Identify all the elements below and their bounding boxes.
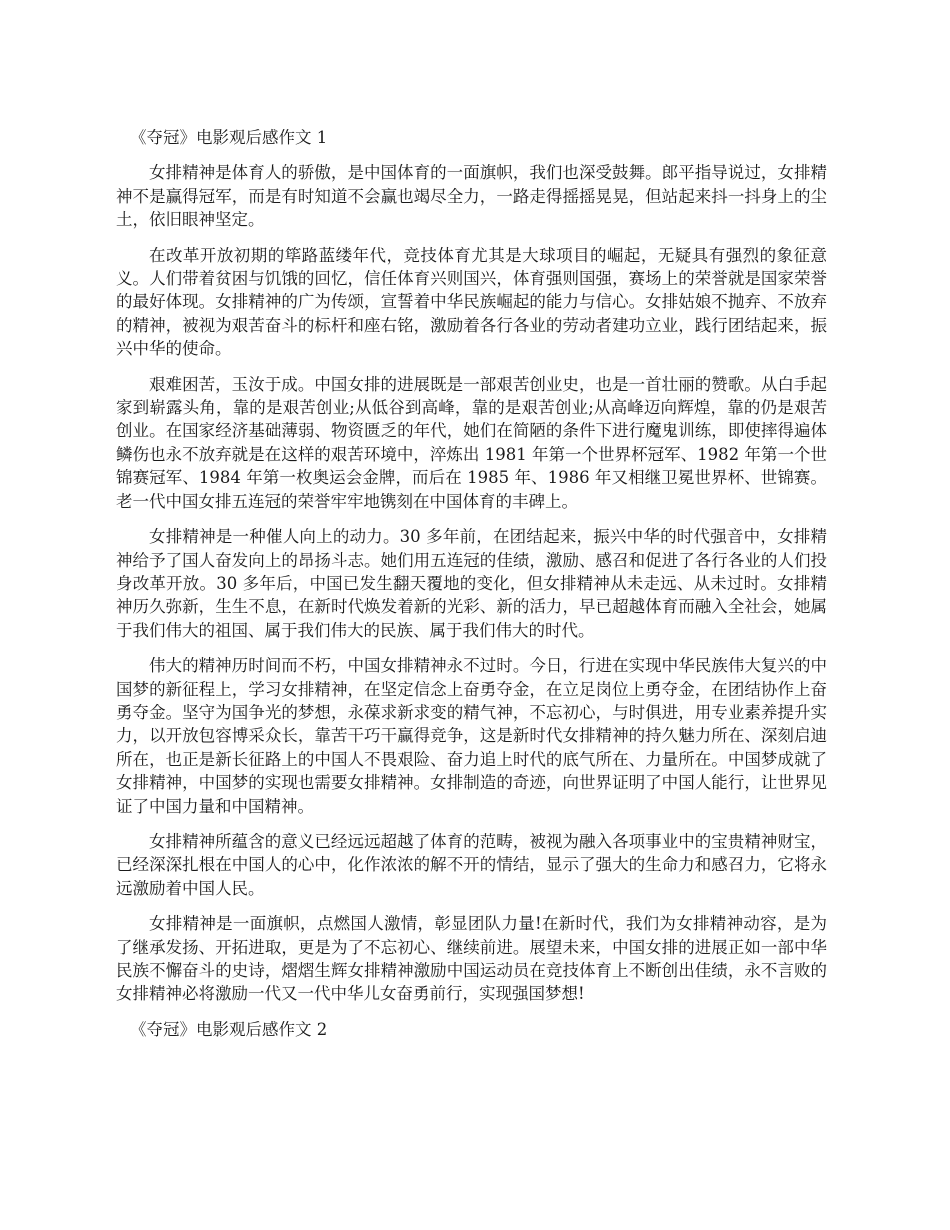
paragraph-1: 女排精神是体育人的骄傲，是中国体育的一面旗帜，我们也深受鼓舞。郎平指导说过，女排精神不是赢得冠军，而是有时知道不会赢也竭尽全力，一路走得摇摇晃晃，但站起来抖一抖身上的尘土，依旧眼神坚定。 [116,163,827,230]
paragraph-4: 女排精神是一种催人向上的动力。30 多年前，在团结起来，振兴中华的时代强音中，女排精神给予了国人奋发向上的昂扬斗志。她们用五连冠的佳绩，激励、感召和促进了各行各业的人们投身改革开放。30 多年后，中国已发生翻天覆地的变化，但女排精神从未走远、从未过时。女排精神历久弥新，生生不息，在新时代焕发着新的光彩、新的活力，早已超越体育而融入全社会，她属于我们伟大的祖国、属于我们伟大的民族、属于我们伟大的时代。 [116,527,827,640]
paragraph-2: 在改革开放初期的筚路蓝缕年代，竞技体育尤其是大球项目的崛起，无疑具有强烈的象征意义。人们带着贫困与饥饿的回忆，信任体育兴则国兴，体育强则国强，赛场上的荣誉就是国家荣誉的最好体现。女排精神的广为传颂，宣誓着中华民族崛起的能力与信心。女排姑娘不抛弃、不放弃的精神，被视为艰苦奋斗的标杆和座右铭，激励着各行各业的劳动者建功立业，践行团结起来，振兴中华的使命。 [116,245,827,359]
section-heading-2: 《夺冠》电影观后感作文 2 [130,1019,328,1039]
paragraph-6: 女排精神所蕴含的意义已经远远超越了体育的范畴，被视为融入各项事业中的宝贵精神财宝，已经深深扎根在中国人的心中，化作浓浓的解不开的情结，显示了强大的生命力和感召力，它将永远激励着中国人民。 [116,831,827,898]
paragraph-5: 伟大的精神历时间而不朽，中国女排精神永不过时。今日，行进在实现中华民族伟大复兴的中国梦的新征程上，学习女排精神，在坚定信念上奋勇夺金，在立足岗位上勇夺金，在团结协作上奋勇夺金。坚守为国争光的梦想，永葆求新求变的精气神，不忘初心，与时俱进，用专业素养提升实力，以开放包容博采众长，靠苦干巧干赢得竞争，这是新时代女排精神的持久魅力所在、深刻启迪所在，也正是新长征路上的中国人不畏艰险、奋力追上时代的底气所在、力量所在。中国梦成就了女排精神，中国梦的实现也需要女排精神。女排制造的奇迹，向世界证明了中国人能行，让世界见证了中国力量和中国精神。 [116,656,827,816]
document-body [116,126,827,1041]
section-heading-1: 《夺冠》电影观后感作文 1 [130,128,328,147]
paragraph-3: 艰难困苦，玉汝于成。中国女排的进展既是一部艰苦创业史，也是一首壮丽的赞歌。从白手起家到崭露头角，靠的是艰苦创业;从低谷到高峰，靠的是艰苦创业;从高峰迈向辉煌，靠的仍是艰苦创业。在国家经济基础薄弱、物资匮乏的年代，她们在简陋的条件下进行魔鬼训练，即使摔得遍体鳞伤也永不放弃就是在这样的艰苦环境中，淬炼出 1981 年第一个世界杯冠军、1982 年第一个世锦赛冠军、1984 年第一枚奥运会金牌，而后在 1985 年、1986 年又相继卫冕世界杯、世锦赛。老一代中国女排五连冠的荣誉牢牢地镌刻在中国体育的丰碑上。 [116,374,827,511]
paragraph-7: 女排精神是一面旗帜，点燃国人激情，彰显团队力量!在新时代，我们为女排精神动容，是为了继承发扬、开拓进取，更是为了不忘初心、继续前进。展望未来，中国女排的进展正如一部中华民族不懈奋斗的史诗，熠熠生辉女排精神激励中国运动员在竞技体育上不断创出佳绩，永不言败的女排精神必将激励一代又一代中华儿女奋勇前行，实现强国梦想! [116,914,827,1004]
